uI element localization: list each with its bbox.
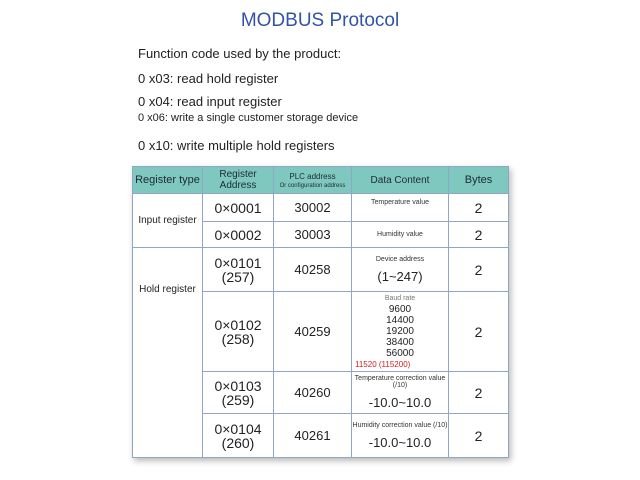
baud-rate-option: 14400 — [386, 314, 414, 326]
function-code-03: 0 x03: read hold register — [138, 71, 279, 86]
data-content — [352, 248, 449, 292]
register-address — [203, 372, 274, 414]
data-content-value: (1~247) — [377, 268, 423, 284]
register-address-hex: 0×0103 — [214, 377, 262, 394]
bytes-value: 2 — [449, 194, 509, 222]
baud-rate-option: 9600 — [388, 303, 412, 315]
plc-address: 40258 — [274, 248, 352, 292]
header-register-type: Register type — [133, 167, 203, 194]
data-content — [352, 194, 449, 222]
register-address-dec: (257) — [221, 268, 255, 285]
data-content — [352, 414, 449, 458]
data-content-value: -10.0~10.0 — [368, 434, 432, 450]
data-content-label: Baud rate — [384, 294, 416, 302]
header-plc-address — [274, 167, 352, 194]
plc-address: 30002 — [274, 194, 352, 222]
register-table — [132, 166, 509, 458]
data-content-label: Humidity correction value (/10) — [352, 421, 448, 429]
bytes-value: 2 — [449, 292, 509, 372]
data-content — [352, 292, 449, 372]
function-code-06: 0 x06: write a single customer storage device — [138, 112, 359, 124]
bytes-value: 2 — [449, 372, 509, 414]
register-address: 0×0001 — [203, 194, 274, 222]
register-address-hex: 0×0104 — [214, 420, 262, 437]
register-address-dec: (258) — [221, 330, 255, 347]
baud-rate-option: 38400 — [386, 336, 414, 348]
register-address-hex: 0×0101 — [214, 254, 262, 271]
table-row — [133, 248, 509, 292]
data-content-label: Temperature correction value (/10) — [354, 375, 446, 389]
table-row — [133, 194, 509, 222]
group-input-register: Input register — [133, 194, 203, 248]
register-address: 0×0002 — [203, 222, 274, 248]
data-content-label: Device address — [375, 255, 425, 263]
register-address — [203, 414, 274, 458]
register-address-dec: (259) — [221, 391, 255, 408]
header-bytes: Bytes — [449, 167, 509, 194]
function-code-10: 0 x10: write multiple hold registers — [138, 138, 335, 153]
group-hold-register: Hold register — [133, 248, 203, 458]
header-plc-sub: Or configuration address — [279, 182, 346, 189]
data-content-value: -10.0~10.0 — [368, 395, 432, 410]
bytes-value: 2 — [449, 414, 509, 458]
register-address — [203, 292, 274, 372]
plc-address: 40259 — [274, 292, 352, 372]
header-data-content: Data Content — [352, 167, 449, 194]
data-content-label: Temperature value — [371, 199, 429, 206]
plc-address: 30003 — [274, 222, 352, 248]
header-register-address: Register Address — [203, 167, 274, 194]
baud-rate-option: 56000 — [386, 347, 414, 359]
page-title: MODBUS Protocol — [240, 10, 400, 31]
data-content — [352, 222, 449, 248]
data-content-label: Humidity value — [377, 231, 423, 238]
data-content — [352, 372, 449, 414]
bytes-value: 2 — [449, 222, 509, 248]
baud-rate-option: 19200 — [386, 325, 414, 337]
function-code-heading: Function code used by the product: — [138, 46, 342, 61]
plc-address: 40260 — [274, 372, 352, 414]
bytes-value: 2 — [449, 248, 509, 292]
table-header-row — [133, 167, 509, 194]
baud-rate-extra: 11520 (115200) — [355, 359, 411, 369]
function-code-04: 0 x04: read input register — [138, 94, 282, 109]
plc-address: 40261 — [274, 414, 352, 458]
register-address-hex: 0×0102 — [214, 316, 262, 333]
baud-rate-list — [352, 304, 448, 359]
register-address-dec: (260) — [221, 434, 255, 451]
header-plc-main: PLC address — [289, 171, 336, 181]
register-address — [203, 248, 274, 292]
